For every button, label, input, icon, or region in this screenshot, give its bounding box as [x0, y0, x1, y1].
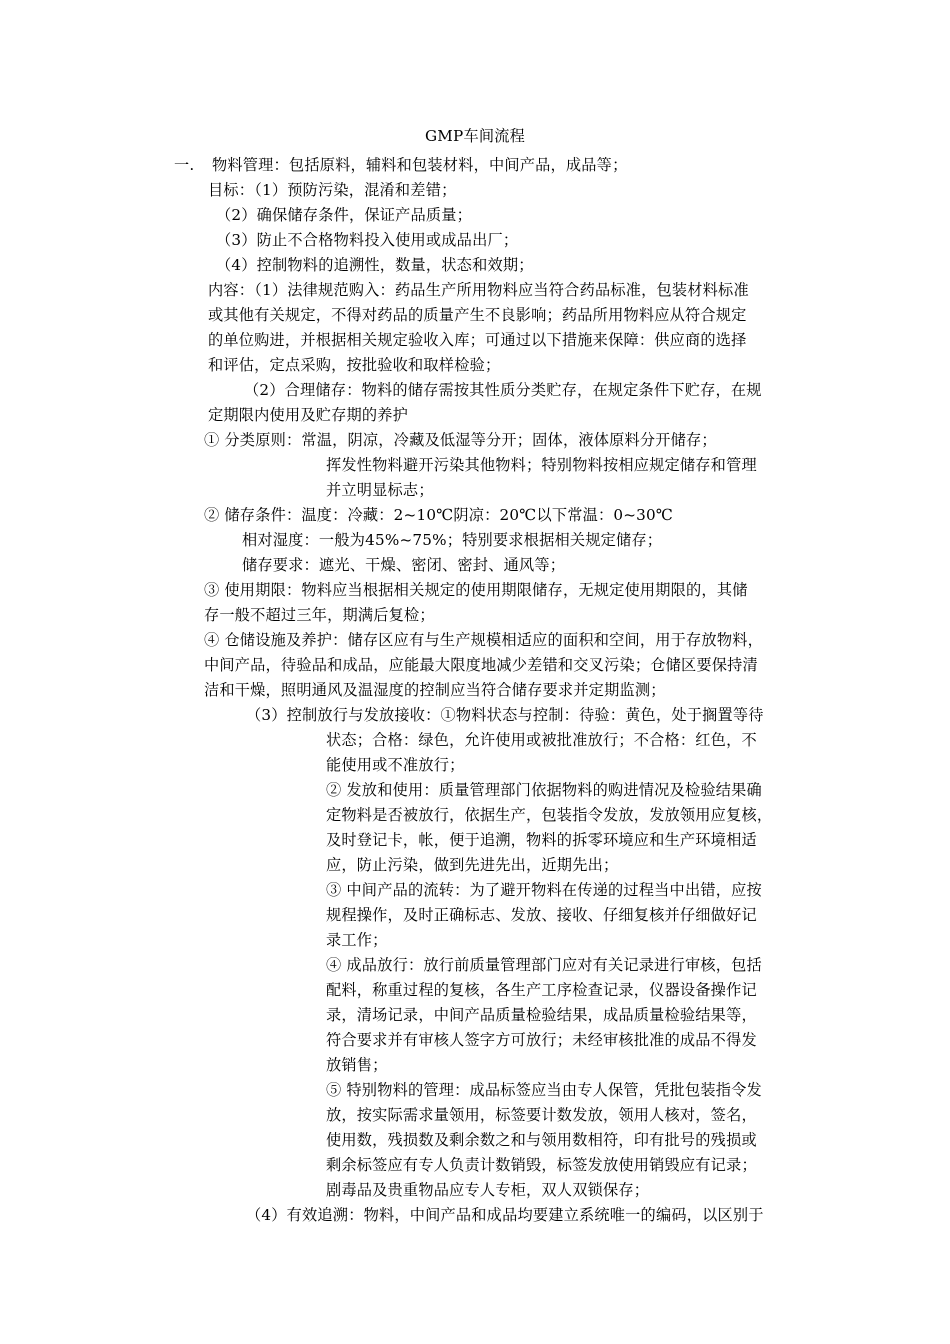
- goal-line: （2）确保储存条件，保证产品质量；: [216, 206, 473, 224]
- content-paragraph-line: 应，防止污染，做到先进先出，近期先出；: [326, 856, 619, 874]
- page-title: GMP车间流程: [424, 127, 526, 145]
- content-paragraph-line: （4）有效追溯：物料，中间产品和成品均要建立系统唯一的编码，以区别于: [246, 1206, 764, 1224]
- content-paragraph-line: 定物料是否被放行，依据生产，包装指令发放，发放领用应复核，: [326, 806, 773, 824]
- content-paragraph-line: 规程操作，及时正确标志、发放、接收、仔细复核并仔细做好记: [326, 906, 757, 924]
- content-paragraph-line: （3）控制放行与发放接收：①物料状态与控制：待验：黄色，处于搁置等待: [246, 706, 764, 724]
- content-paragraph-line: 和评估，定点采购，按批验收和取样检验；: [208, 356, 501, 374]
- content-paragraph-line: 符合要求并有审核人签字方可放行；未经审核批准的成品不得发: [326, 1031, 757, 1049]
- content-paragraph-line: 配料，称重过程的复核，各生产工序检查记录，仪器设备操作记: [326, 981, 757, 999]
- content-paragraph-line: ③ 中间产品的流转：为了避开物料在传递的过程当中出错，应按: [326, 881, 762, 899]
- content-paragraph-line: ④ 成品放行：放行前质量管理部门应对有关记录进行审核，包括: [326, 956, 762, 974]
- list-item-line: 相对湿度：一般为45%~75%；特别要求根据相关规定储存；: [242, 531, 663, 549]
- content-paragraph-line: 定期限内使用及贮存期的养护: [208, 406, 409, 424]
- goal-line: （4）控制物料的追溯性，数量，状态和效期；: [216, 256, 534, 274]
- list-item-line: 洁和干燥，照明通风及温湿度的控制应当符合储存要求并定期监测；: [204, 681, 666, 699]
- section-number: 一.: [174, 156, 195, 174]
- content-paragraph-line: ② 发放和使用：质量管理部门依据物料的购进情况及检验结果确: [326, 781, 762, 799]
- content-paragraph-line: 放，按实际需求量领用，标签要计数发放，领用人核对，签名，: [326, 1106, 757, 1124]
- content-paragraph-line: 录工作；: [326, 931, 388, 949]
- list-item-line: 中间产品，待验品和成品，应能最大限度地减少差错和交叉污染；仓储区要保持清: [204, 656, 758, 674]
- content-paragraph-line: ⑤ 特别物料的管理：成品标签应当由专人保管，凭批包装指令发: [326, 1081, 762, 1099]
- content-paragraph-line: 剧毒品及贵重物品应专人专柜，双人双锁保存；: [326, 1181, 650, 1199]
- content-paragraph-line: 的单位购进，并根据相关规定验收入库；可通过以下措施来保障：供应商的选择: [208, 331, 747, 349]
- list-item-line: 储存要求：遮光、干燥、密闭、密封、通风等；: [242, 556, 566, 574]
- content-paragraph-line: 能使用或不准放行；: [326, 756, 465, 774]
- content-paragraph-line: 状态；合格：绿色，允许使用或被批准放行；不合格：红色，不: [326, 731, 757, 749]
- content-paragraph-line: 及时登记卡，帐，便于追溯，物料的拆零环境应和生产环境相适: [326, 831, 757, 849]
- content-paragraph-line: 使用数，残损数及剩余数之和与领用数相符，印有批号的残损或: [326, 1131, 757, 1149]
- list-item-line: 挥发性物料避开污染其他物料；特别物料按相应规定储存和管理: [326, 456, 757, 474]
- list-item-line: ④ 仓储设施及养护：储存区应有与生产规模相适应的面积和空间，用于存放物料，: [204, 631, 763, 649]
- list-item-line: 并立明显标志；: [326, 481, 434, 499]
- list-item-line: ① 分类原则：常温，阴凉，冷藏及低湿等分开；固体，液体原料分开储存；: [204, 431, 717, 449]
- content-paragraph-line: 放销售；: [326, 1056, 388, 1074]
- section-heading: 物料管理：包括原料，辅料和包装材料，中间产品，成品等；: [212, 156, 628, 174]
- content-paragraph-line: 或其他有关规定，不得对药品的质量产生不良影响；药品所用物料应从符合规定: [208, 306, 747, 324]
- goal-line: 目标：（1）预防污染，混淆和差错；: [208, 181, 457, 199]
- list-item-line: ③ 使用期限：物料应当根据相关规定的使用期限储存，无规定使用期限的，其储: [204, 581, 748, 599]
- content-paragraph-line: 录，清场记录，中间产品质量检验结果，成品质量检验结果等，: [326, 1006, 757, 1024]
- content-paragraph-line: （2）合理储存：物料的储存需按其性质分类贮存，在规定条件下贮存，在规: [244, 381, 762, 399]
- content-paragraph-line: 剩余标签应有专人负责计数销毁，标签发放使用销毁应有记录；: [326, 1156, 757, 1174]
- goal-line: （3）防止不合格物料投入使用或成品出厂；: [216, 231, 519, 249]
- list-item-line: 存一般不超过三年，期满后复检；: [204, 606, 435, 624]
- content-paragraph-line: 内容：（1）法律规范购入：药品生产所用物料应当符合药品标准，包装材料标准: [208, 281, 749, 299]
- list-item-line: ② 储存条件：温度：冷藏：2~10℃阴凉：20℃以下常温：0~30℃: [204, 506, 674, 524]
